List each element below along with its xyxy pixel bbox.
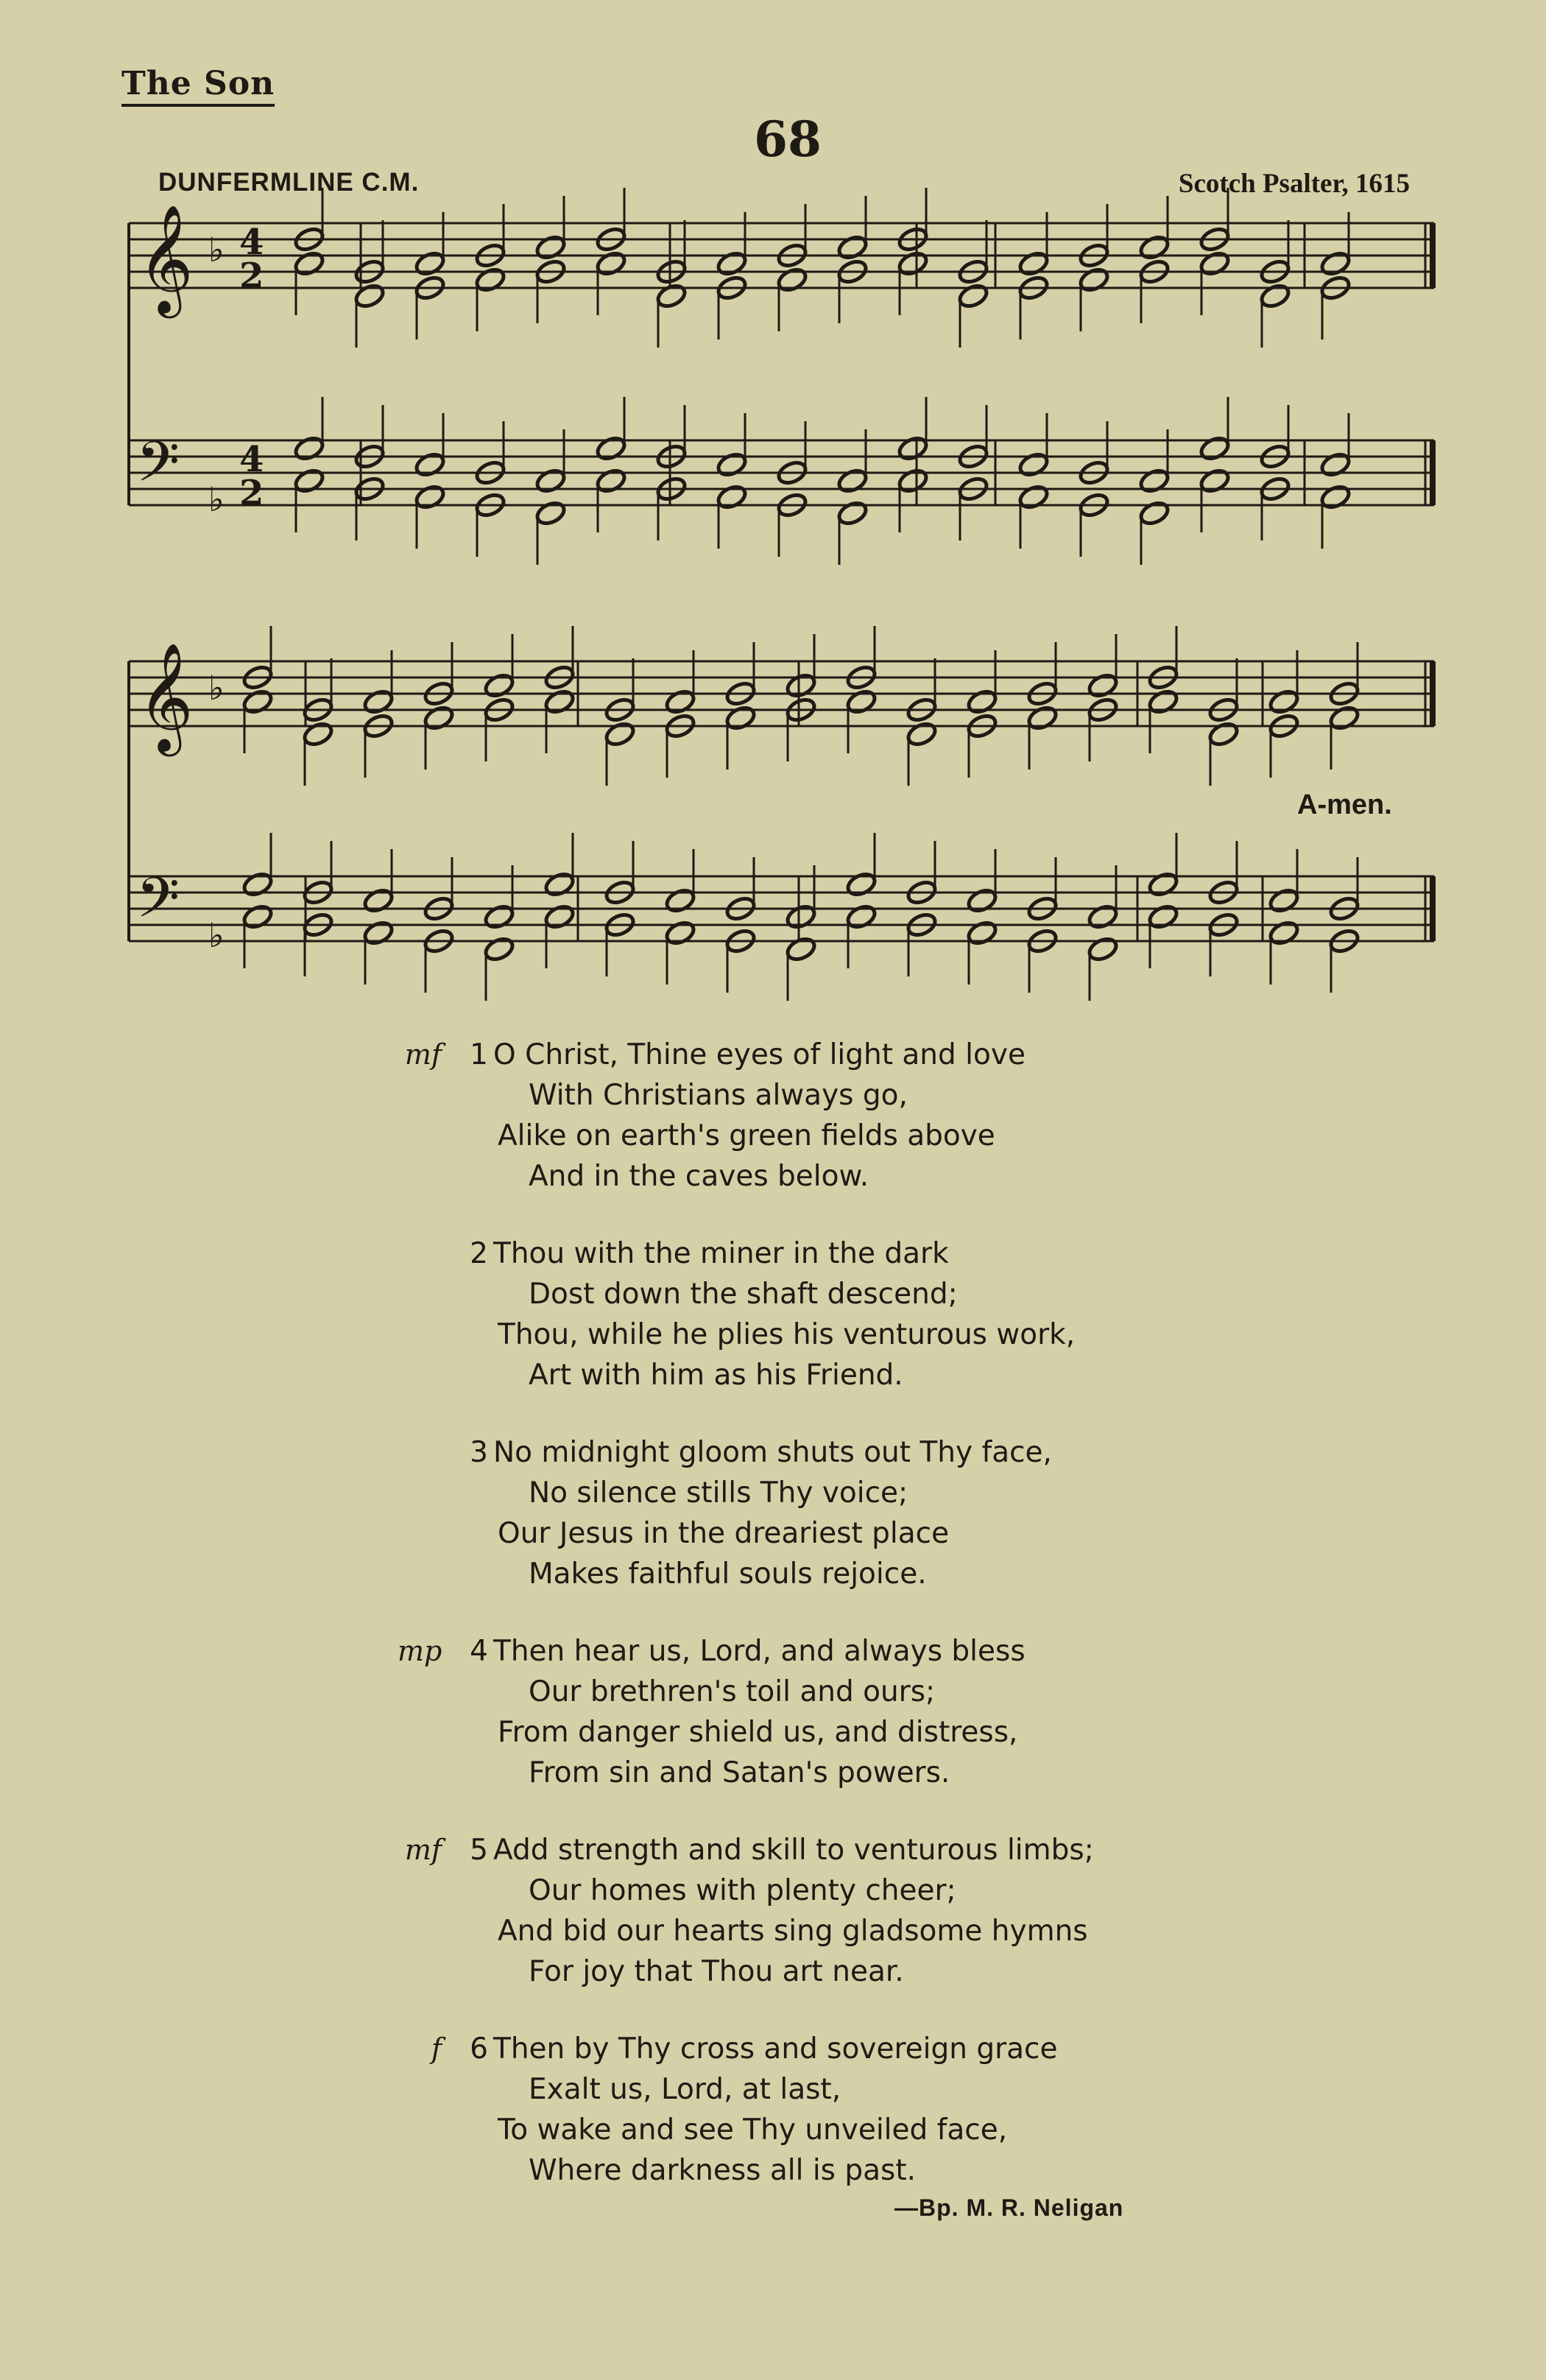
hymn-number: 68 bbox=[754, 110, 822, 168]
note-head bbox=[362, 887, 395, 915]
note-head bbox=[483, 935, 516, 963]
note-head bbox=[293, 467, 326, 495]
dynamic-marking: mf bbox=[404, 1038, 442, 1071]
verse-line bbox=[0, 1554, 1546, 1594]
verse-text: Thou with the miner in the dark bbox=[493, 1237, 949, 1270]
note-head bbox=[1207, 720, 1240, 748]
note-head bbox=[897, 250, 930, 278]
verse-5 bbox=[0, 1830, 1546, 1992]
note-head bbox=[534, 499, 568, 527]
note-head bbox=[543, 870, 576, 898]
verse-line bbox=[0, 2029, 1546, 2069]
note-head bbox=[836, 467, 869, 495]
verse-number: 5 bbox=[470, 1834, 488, 1867]
verse-text: To wake and see Thy unveiled face, bbox=[498, 2113, 1008, 2147]
note-head bbox=[1147, 688, 1180, 716]
note-head bbox=[595, 467, 628, 495]
verse-text: From sin and Satan's powers. bbox=[529, 1756, 950, 1789]
verse-text: Then hear us, Lord, and always bless bbox=[493, 1635, 1026, 1668]
note-head bbox=[423, 704, 456, 732]
verse-line bbox=[0, 1513, 1546, 1554]
verse-line bbox=[0, 1274, 1546, 1314]
verse-line bbox=[0, 1631, 1546, 1672]
note-head bbox=[1319, 451, 1352, 479]
note-head bbox=[1138, 233, 1171, 261]
note-head bbox=[483, 903, 516, 931]
verse-text: No silence stills Thy voice; bbox=[529, 1476, 908, 1510]
verse-line bbox=[0, 1473, 1546, 1513]
note-head bbox=[543, 903, 576, 931]
verse-line bbox=[0, 1672, 1546, 1712]
verse-2 bbox=[0, 1233, 1546, 1395]
treble-clef: 𝄞 bbox=[138, 204, 194, 314]
note-head bbox=[785, 935, 818, 963]
note-head bbox=[845, 688, 878, 716]
verse-line bbox=[0, 1911, 1546, 1951]
note-head bbox=[836, 233, 869, 261]
note-head bbox=[414, 451, 447, 479]
note-head bbox=[724, 704, 758, 732]
time-signature-top: 4 bbox=[239, 222, 264, 263]
final-bar-line bbox=[1430, 440, 1436, 505]
verse-text: Our Jesus in the dreariest place bbox=[498, 1517, 950, 1550]
note-head bbox=[664, 919, 697, 947]
note-head bbox=[1268, 887, 1301, 915]
verse-line bbox=[0, 1156, 1546, 1197]
note-head bbox=[1078, 266, 1111, 294]
time-signature-top: 4 bbox=[239, 439, 264, 480]
verse-text: Then by Thy cross and sovereign grace bbox=[493, 2032, 1058, 2066]
note-head bbox=[1087, 903, 1120, 931]
note-head bbox=[716, 483, 749, 511]
author-credit: —Bp. M. R. Neligan bbox=[894, 2194, 1124, 2221]
note-head bbox=[785, 903, 818, 931]
note-head bbox=[362, 919, 395, 947]
note-head bbox=[664, 688, 697, 716]
note-head bbox=[655, 282, 688, 310]
note-head bbox=[353, 282, 386, 310]
note-head bbox=[897, 434, 930, 462]
final-bar-line bbox=[1430, 223, 1436, 288]
verse-text: Alike on earth's green fields above bbox=[498, 1119, 995, 1152]
note-head bbox=[1199, 434, 1232, 462]
note-head bbox=[534, 233, 568, 261]
verse-text: For joy that Thou art near. bbox=[529, 1955, 904, 1988]
verse-line bbox=[0, 1035, 1546, 1075]
note-head bbox=[716, 451, 749, 479]
note-head bbox=[1147, 870, 1180, 898]
amen-label: A-men. bbox=[1297, 789, 1392, 820]
verse-text: And in the caves below. bbox=[529, 1160, 869, 1193]
note-head bbox=[1138, 467, 1171, 495]
note-head bbox=[293, 250, 326, 278]
verse-4 bbox=[0, 1631, 1546, 1793]
verse-text: Our brethren's toil and ours; bbox=[529, 1675, 936, 1708]
verse-1 bbox=[0, 1035, 1546, 1197]
verse-text: Where darkness all is past. bbox=[529, 2154, 917, 2187]
verse-text: Thou, while he plies his venturous work, bbox=[498, 1318, 1076, 1351]
note-head bbox=[1268, 688, 1301, 716]
note-head bbox=[664, 887, 697, 915]
note-head bbox=[604, 720, 637, 748]
note-head bbox=[1138, 499, 1171, 527]
note-head bbox=[595, 250, 628, 278]
note-head bbox=[1319, 483, 1352, 511]
key-flat: ♭ bbox=[208, 668, 225, 708]
time-signature-bottom: 2 bbox=[239, 473, 264, 514]
verse-text: From danger shield us, and distress, bbox=[498, 1716, 1018, 1749]
verse-text: And bid our hearts sing gladsome hymns bbox=[498, 1915, 1088, 1948]
verse-text: Art with him as his Friend. bbox=[529, 1359, 903, 1392]
verse-text: With Christians always go, bbox=[529, 1079, 908, 1112]
note-head bbox=[966, 919, 999, 947]
verse-line bbox=[0, 1951, 1546, 1992]
verse-text: Add strength and skill to venturous limbs; bbox=[493, 1834, 1094, 1867]
verse-number: 2 bbox=[470, 1237, 488, 1270]
note-head bbox=[785, 672, 818, 700]
verse-number: 3 bbox=[470, 1436, 488, 1469]
note-head bbox=[293, 434, 326, 462]
note-head bbox=[1319, 250, 1352, 278]
note-head bbox=[1087, 672, 1120, 700]
note-head bbox=[845, 870, 878, 898]
key-flat: ♭ bbox=[208, 230, 225, 270]
final-bar-line bbox=[1430, 876, 1436, 941]
note-head bbox=[966, 688, 999, 716]
note-head bbox=[1259, 282, 1292, 310]
note-head bbox=[845, 903, 878, 931]
note-head bbox=[1026, 704, 1059, 732]
note-head bbox=[414, 250, 447, 278]
note-head bbox=[362, 688, 395, 716]
verse-3 bbox=[0, 1432, 1546, 1594]
verse-line bbox=[0, 2150, 1546, 2191]
note-head bbox=[241, 903, 275, 931]
verse-line bbox=[0, 1753, 1546, 1793]
verse-line bbox=[0, 1712, 1546, 1753]
note-head bbox=[1328, 704, 1361, 732]
music-score bbox=[0, 0, 1546, 1031]
tune-name: DUNFERMLINE C.M. bbox=[158, 168, 420, 197]
verse-line bbox=[0, 1830, 1546, 1870]
verse-number: 1 bbox=[470, 1038, 488, 1071]
note-head bbox=[414, 483, 447, 511]
note-head bbox=[241, 688, 275, 716]
final-bar-line bbox=[1430, 661, 1436, 726]
note-head bbox=[534, 467, 568, 495]
note-head bbox=[957, 282, 990, 310]
note-head bbox=[474, 266, 507, 294]
note-head bbox=[897, 467, 930, 495]
dynamic-marking: mp bbox=[398, 1635, 442, 1667]
verse-number: 4 bbox=[470, 1635, 488, 1668]
treble-clef: 𝄞 bbox=[138, 642, 194, 752]
verse-line bbox=[0, 1314, 1546, 1355]
note-head bbox=[241, 870, 275, 898]
note-head bbox=[1268, 919, 1301, 947]
verse-line bbox=[0, 2110, 1546, 2150]
note-head bbox=[1199, 250, 1232, 278]
bass-clef: 𝄢 bbox=[136, 429, 180, 508]
verse-line bbox=[0, 1116, 1546, 1156]
verse-6 bbox=[0, 2029, 1546, 2191]
verse-number: 6 bbox=[470, 2032, 488, 2066]
note-head bbox=[836, 499, 869, 527]
note-head bbox=[1017, 483, 1051, 511]
note-head bbox=[1087, 935, 1120, 963]
verse-line bbox=[0, 1075, 1546, 1116]
bass-clef: 𝄢 bbox=[136, 865, 180, 944]
note-head bbox=[1147, 903, 1180, 931]
note-head bbox=[483, 672, 516, 700]
note-head bbox=[1017, 250, 1051, 278]
note-head bbox=[906, 720, 939, 748]
note-head bbox=[595, 434, 628, 462]
tune-source: Scotch Psalter, 1615 bbox=[1178, 169, 1410, 199]
verse-line bbox=[0, 2069, 1546, 2110]
verse-line bbox=[0, 1870, 1546, 1911]
note-head bbox=[543, 688, 576, 716]
staff-systems bbox=[129, 188, 1436, 1001]
dynamic-marking: f bbox=[431, 2032, 442, 2065]
note-head bbox=[776, 266, 809, 294]
key-flat: ♭ bbox=[208, 915, 225, 955]
verse-text: Our homes with plenty cheer; bbox=[529, 1874, 956, 1907]
dynamic-marking: mf bbox=[404, 1834, 442, 1866]
key-flat: ♭ bbox=[208, 479, 225, 519]
verse-text: Makes faithful souls rejoice. bbox=[529, 1557, 927, 1591]
time-signature-bottom: 2 bbox=[239, 256, 264, 297]
verse-text: Exalt us, Lord, at last, bbox=[529, 2073, 841, 2106]
verse-line bbox=[0, 1432, 1546, 1473]
verses bbox=[0, 1035, 1546, 2228]
verse-text: No midnight gloom shuts out Thy face, bbox=[493, 1436, 1052, 1469]
note-head bbox=[716, 250, 749, 278]
note-head bbox=[1199, 467, 1232, 495]
note-head bbox=[1017, 451, 1051, 479]
verse-line bbox=[0, 1355, 1546, 1395]
verse-line bbox=[0, 1233, 1546, 1274]
verse-text: Dost down the shaft descend; bbox=[529, 1278, 958, 1311]
note-head bbox=[966, 887, 999, 915]
section-title: The Son bbox=[121, 65, 275, 107]
verse-text: O Christ, Thine eyes of light and love bbox=[493, 1038, 1026, 1071]
